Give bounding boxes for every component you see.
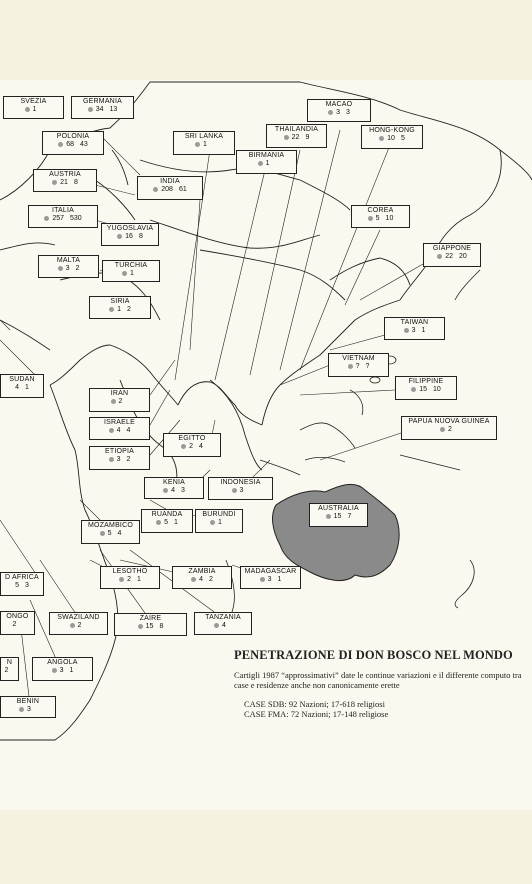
fma-count: 3 [25, 582, 29, 589]
country-name: AUSTRALIA [318, 505, 359, 512]
country-name: KENIA [162, 479, 185, 486]
country-name: SWAZILAND [57, 614, 100, 621]
country-name: SIRIA [110, 298, 130, 305]
fma-count: 530 [70, 215, 82, 222]
label-kenia [144, 477, 204, 499]
sdb-count: 3 [27, 706, 31, 713]
country-name: MOZAMBICO [88, 522, 133, 529]
sdb-count: 5 [15, 582, 19, 589]
country-name: INDONESIA [220, 479, 261, 486]
label-vietnam [328, 353, 389, 377]
dot-icon [58, 266, 63, 271]
label-corea [351, 205, 410, 228]
fma-count: 3 [346, 109, 350, 116]
country-name: IRAN [110, 390, 129, 397]
dot-icon [44, 216, 49, 221]
label-india [137, 176, 203, 200]
fma-count: 7 [347, 513, 352, 520]
country-name: BIRMANIA [248, 152, 285, 159]
label-tanzania [194, 612, 252, 635]
country-name: LESOTHO [112, 568, 148, 575]
label-hong-kong [361, 125, 423, 149]
fma-count: 20 [459, 253, 467, 260]
sdb-count: 3 [336, 109, 340, 116]
label-sri-lanka [173, 131, 235, 155]
sdb-count: 10 [387, 135, 395, 142]
sdb-count: 1 [117, 306, 121, 313]
fma-count: 5 [400, 135, 405, 142]
dot-icon [214, 623, 219, 628]
label-birmania [236, 150, 297, 174]
label-sud-africa [0, 572, 44, 596]
fma-count: ? [365, 363, 370, 370]
sdb-count: ? [355, 363, 360, 370]
label-cut-left [0, 657, 19, 681]
country-name: INDIA [160, 178, 180, 185]
sdb-count: 16 [125, 233, 133, 240]
dot-icon [111, 399, 116, 404]
country-name: N [6, 659, 13, 666]
sdb-count: 3 [267, 576, 272, 583]
country-name: VIETNAM [342, 355, 375, 362]
sdb-count: 5 [164, 519, 168, 526]
country-name: FILIPPINE [408, 378, 444, 385]
dot-icon [326, 514, 331, 519]
sdb-count: 2 [77, 622, 82, 629]
label-italia [28, 205, 98, 228]
sdb-count: 257 [52, 215, 64, 222]
fma-count: 8 [138, 233, 143, 240]
label-egitto [163, 433, 221, 457]
dot-icon [70, 623, 75, 628]
label-zaire [114, 613, 187, 636]
fma-count: 1 [277, 576, 282, 583]
label-madagascar [240, 566, 301, 589]
sdb-count: 2 [448, 426, 452, 433]
label-zambia [172, 566, 232, 589]
label-swaziland [49, 612, 108, 635]
sdb-count: 1 [32, 106, 37, 113]
fma-count: 43 [80, 141, 88, 148]
country-name: GERMANIA [83, 98, 122, 105]
fma-count: 13 [109, 106, 118, 113]
fma-count: 4 [126, 427, 131, 434]
dot-icon [404, 328, 409, 333]
dot-icon [181, 444, 186, 449]
label-giappone [423, 243, 481, 267]
country-name: SRI LANKA [184, 133, 224, 140]
label-ruanda [141, 509, 193, 533]
map-legend [234, 648, 524, 719]
country-name: YUGOSLAVIA [106, 225, 154, 232]
country-name: RUANDA [151, 511, 183, 518]
country-name: BURUNDI [202, 511, 236, 518]
label-filippine [395, 376, 457, 400]
country-name: ETIOPIA [104, 448, 135, 455]
dot-icon [138, 624, 143, 629]
dot-icon [109, 428, 114, 433]
dot-icon [348, 364, 353, 369]
country-name: POLONIA [56, 133, 90, 140]
country-name: ISRAELE [104, 419, 135, 426]
sdb-count: 2 [4, 667, 9, 674]
label-etiopia [89, 446, 150, 470]
sdb-count: 22 [445, 253, 453, 260]
fma-count: 2 [209, 576, 213, 583]
dot-icon [379, 136, 384, 141]
country-name: MACAO [325, 101, 353, 108]
sdb-count: 2 [127, 576, 131, 583]
dot-icon [284, 135, 289, 140]
sdb-count: 1 [130, 270, 134, 277]
sdb-count: 5 [107, 530, 112, 537]
legend-sdb: CASE SDB: 92 Nazioni; 17-618 religiosi [244, 699, 385, 709]
label-taiwan [384, 317, 445, 340]
country-name: SUDAN [9, 376, 35, 383]
label-malta [38, 255, 99, 278]
sdb-count: 15 [145, 623, 154, 630]
label-australia [309, 503, 368, 527]
sdb-count: 4 [222, 622, 226, 629]
fma-count: 8 [159, 623, 164, 630]
label-israele [89, 417, 150, 440]
country-name: GIAPPONE [432, 245, 472, 252]
country-name: ZAMBIA [188, 568, 216, 575]
country-name: THAILANDIA [274, 126, 319, 133]
dot-icon [328, 110, 333, 115]
label-burundi [195, 509, 243, 533]
country-name: ONGO [6, 613, 29, 620]
fma-count: 4 [117, 530, 122, 537]
dot-icon [25, 107, 30, 112]
country-name: EGITTO [178, 435, 206, 442]
country-name: BENIN [16, 698, 40, 705]
label-thailandia [266, 124, 327, 148]
country-name: COREA [367, 207, 394, 214]
dot-icon [19, 707, 24, 712]
country-name: TURCHIA [114, 262, 148, 269]
sdb-count: 2 [12, 621, 17, 628]
label-yugoslavia [101, 223, 159, 246]
dot-icon [122, 271, 127, 276]
country-name: D AFRICA [5, 574, 39, 581]
label-austria [33, 169, 97, 192]
sdb-count: 2 [189, 443, 193, 450]
dot-icon [411, 387, 416, 392]
dot-icon [119, 577, 124, 582]
label-iran [89, 388, 150, 412]
fma-count: 10 [433, 386, 441, 393]
country-name: HONG-KONG [369, 127, 415, 134]
fma-count: 1 [174, 519, 178, 526]
sdb-count: 34 [95, 106, 104, 113]
label-lesotho [100, 566, 160, 589]
sdb-count: 68 [66, 141, 74, 148]
dot-icon [232, 488, 237, 493]
label-svezia [3, 96, 64, 119]
sdb-count: 1 [218, 519, 222, 526]
legend-fma: CASE FMA: 72 Nazioni; 17-148 religiose [244, 708, 389, 719]
dot-icon [368, 216, 373, 221]
label-benin [0, 696, 56, 718]
dot-icon [195, 142, 200, 147]
sdb-count: 4 [199, 576, 203, 583]
dot-icon [437, 254, 442, 259]
sdb-count: 4 [15, 384, 19, 391]
label-turchia [102, 260, 160, 282]
dot-icon [191, 577, 196, 582]
fma-count: 1 [421, 327, 426, 334]
label-indonesia [208, 477, 273, 500]
fma-count: 4 [199, 443, 203, 450]
dot-icon [440, 427, 445, 432]
country-name: ANGOLA [47, 659, 78, 666]
label-mozambico [81, 520, 140, 544]
label-angola [32, 657, 93, 681]
dot-icon [52, 180, 57, 185]
dot-icon [117, 234, 122, 239]
legend-description: Cartigli 1987 “approssimativi” date le continue variazioni e il differente computo tra case e residenze anche non canonicamente erette [234, 670, 522, 690]
dot-icon [52, 668, 57, 673]
sdb-count: 3 [59, 667, 64, 674]
fma-count: 10 [385, 215, 394, 222]
sdb-count: 5 [375, 215, 380, 222]
dot-icon [58, 142, 63, 147]
fma-count: 3 [181, 487, 185, 494]
label-papua [401, 416, 497, 440]
fma-count: 1 [25, 384, 29, 391]
sdb-count: 3 [116, 456, 121, 463]
dot-icon [100, 531, 105, 536]
fma-count: 9 [305, 134, 310, 141]
sdb-count: 208 [161, 186, 173, 193]
legend-title: PENETRAZIONE DI DON BOSCO NEL MONDO [234, 648, 513, 662]
sdb-count: 22 [291, 134, 300, 141]
sdb-count: 21 [60, 179, 68, 186]
country-name: ITALIA [51, 207, 75, 214]
sdb-count: 3 [65, 265, 70, 272]
country-name: AUSTRIA [49, 171, 81, 178]
sdb-count: 2 [118, 398, 123, 405]
sdb-count: 15 [333, 513, 342, 520]
country-name: MADAGASCAR [244, 568, 297, 575]
country-name: TAIWAN [400, 319, 429, 326]
label-macao [307, 99, 371, 122]
label-germania [71, 96, 134, 119]
dot-icon [153, 187, 158, 192]
country-name: ZAIRE [139, 615, 162, 622]
dot-icon [260, 577, 265, 582]
sdb-count: 4 [171, 487, 175, 494]
fma-count: 2 [75, 265, 80, 272]
dot-icon [258, 161, 263, 166]
fma-count: 1 [137, 576, 141, 583]
dot-icon [109, 457, 114, 462]
sdb-count: 3 [411, 327, 416, 334]
sdb-count: 1 [265, 160, 270, 167]
label-sudan [0, 374, 44, 398]
sdb-count: 15 [419, 386, 427, 393]
label-siria [89, 296, 151, 319]
fma-count: 2 [126, 456, 131, 463]
sdb-count: 4 [116, 427, 121, 434]
sdb-count: 3 [239, 487, 244, 494]
dot-icon [163, 488, 168, 493]
fma-count: 61 [178, 186, 187, 193]
label-congo [0, 611, 35, 635]
sdb-count: 1 [203, 141, 207, 148]
fma-count: 1 [69, 667, 74, 674]
fma-count: 8 [73, 179, 78, 186]
fma-count: 2 [127, 306, 131, 313]
country-name: SVEZIA [20, 98, 47, 105]
dot-icon [210, 520, 215, 525]
dot-icon [109, 307, 114, 312]
label-polonia [42, 131, 104, 155]
country-name: MALTA [56, 257, 81, 264]
country-name: TANZANIA [205, 614, 241, 621]
country-name: PAPUA NUOVA GUINEA [408, 418, 490, 425]
dot-icon [88, 107, 93, 112]
dot-icon [156, 520, 161, 525]
